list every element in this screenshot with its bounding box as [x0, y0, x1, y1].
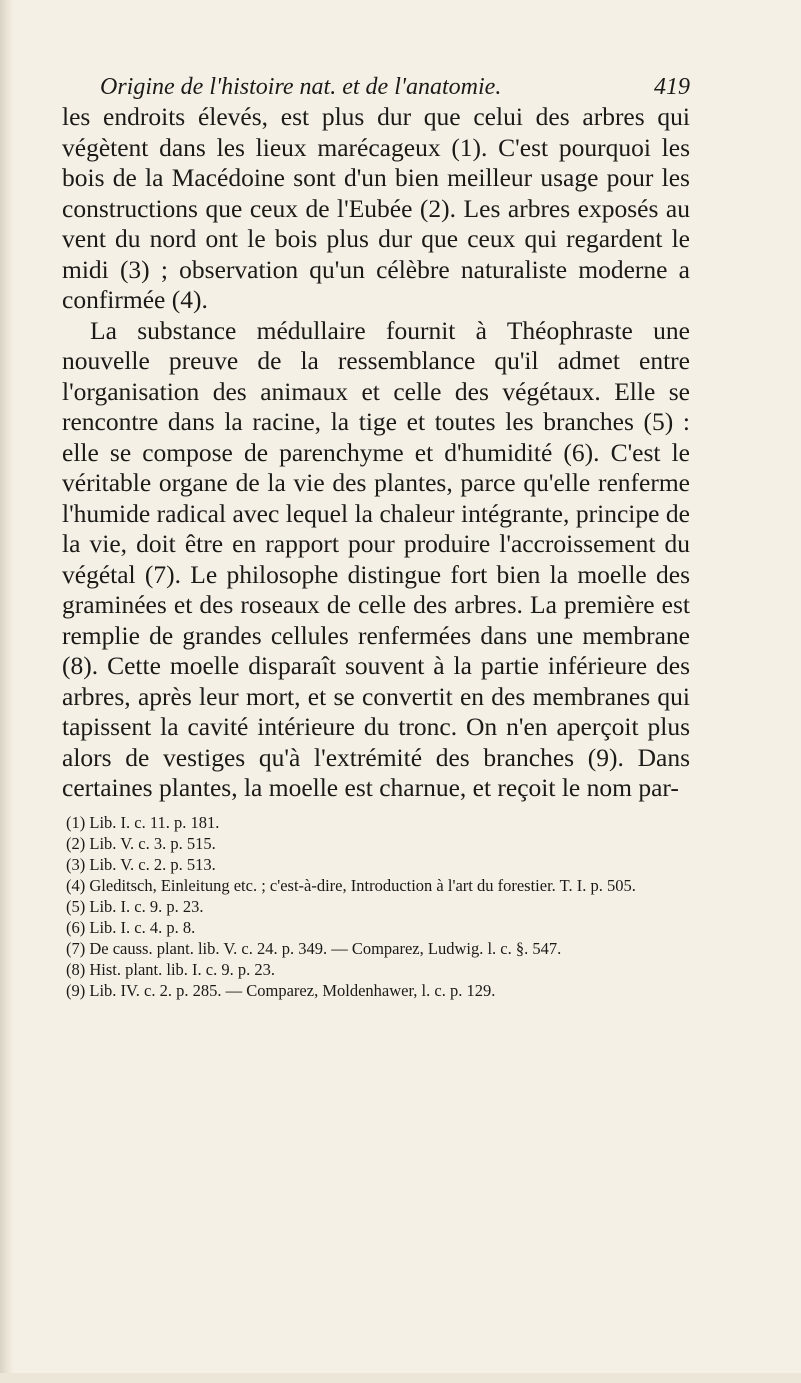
footnote: (9) Lib. IV. c. 2. p. 285. — Comparez, Moldenhawer, l. c. p. 129.: [66, 981, 496, 1000]
footnote: (5) Lib. I. c. 9. p. 23.: [66, 897, 204, 916]
footnote: (3) Lib. V. c. 2. p. 513.: [66, 855, 216, 874]
footnote: (1) Lib. I. c. 11. p. 181.: [66, 813, 220, 832]
footnote: (2) Lib. V. c. 3. p. 515.: [66, 834, 216, 853]
main-text: [62, 102, 690, 804]
running-title: Origine de l'histoire nat. et de l'anatomie.: [100, 74, 502, 100]
footnote: (6) Lib. I. c. 4. p. 8.: [66, 918, 196, 937]
footnote: (4) Gleditsch, Einleitung etc. ; c'est-à-dire, Introduction à l'art du forestier. T. I. p. 505.: [66, 876, 636, 895]
footnotes: [66, 812, 692, 1001]
footnote: (7) De causs. plant. lib. V. c. 24. p. 349. — Comparez, Ludwig. l. c. §. 547.: [66, 939, 562, 958]
page-bottom-edge: [0, 1373, 801, 1383]
page-binding-edge: [0, 0, 14, 1383]
footnote: (8) Hist. plant. lib. I. c. 9. p. 23.: [66, 960, 275, 979]
paragraph: les endroits élevés, est plus dur que celui des arbres qui végètent dans les lieux marécageux (1). C'est pourquoi les bois de la Macédoine sont d'un bien meilleur usage pour les constructions que ceux de l'Eubée (2). Les arbres exposés au vent du nord ont le bois plus dur que ceux qui regardent le midi (3) ; observation qu'un célèbre naturaliste moderne a confirmée (4).: [62, 102, 690, 314]
page-header: [100, 74, 690, 104]
paragraph: La substance médullaire fournit à Théophraste une nouvelle preuve de la ressemblance qu'il admet entre l'organisation des animaux et celle des végétaux. Elle se rencontre dans la racine, la tige et toutes les branches (5) : elle se compose de parenchyme et d'humidité (6). C'est le véritable organe de la vie des plantes, parce qu'elle renferme l'humide radical avec lequel la chaleur intégrante, principe de la vie, doit être en rapport pour produire l'accroissement du végétal (7). Le philosophe distingue fort bien la moelle des graminées et des roseaux de celle des arbres. La première est remplie de grandes cellules renfermées dans une membrane (8). Cette moelle disparaît souvent à la partie inférieure des arbres, après leur mort, et se convertit en des membranes qui tapissent la cavité intérieure du tronc. On n'en aperçoit plus alors de vestiges qu'à l'extrémité des branches (9). Dans certaines plantes, la moelle est charnue, et reçoit le nom par-: [62, 315, 690, 802]
page-number: 419: [654, 74, 690, 100]
